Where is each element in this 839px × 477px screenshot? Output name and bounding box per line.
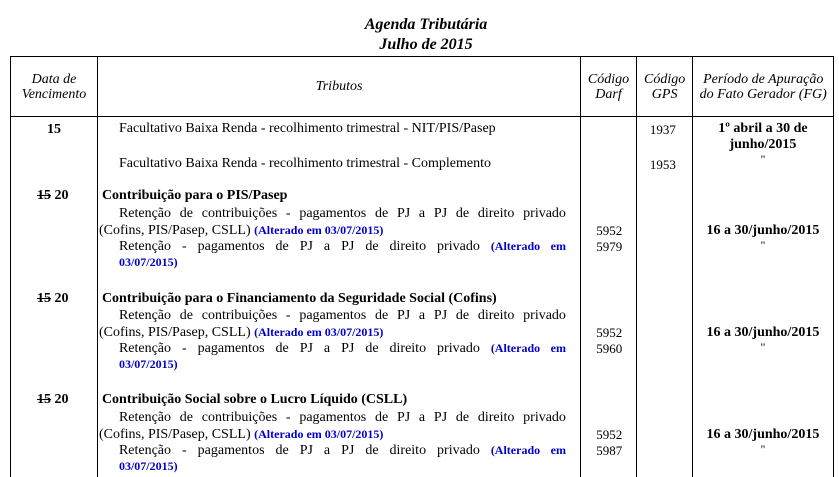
tributo-item-continuation xyxy=(99,324,384,341)
ditto-mark: " xyxy=(693,238,832,253)
change-note-continuation xyxy=(119,356,178,373)
tributo-item-text: (Cofins, PIS/Pasep, CSLL) xyxy=(99,427,251,442)
darf-code: 5987 xyxy=(596,443,622,459)
tributo-item: Facultativo Baixa Renda - recolhimento trimestral - Complemento xyxy=(119,156,491,172)
change-note: (Alterado em 03/07/2015) xyxy=(254,325,383,339)
new-date: 20 xyxy=(55,291,69,306)
tributo-item xyxy=(119,340,566,357)
due-date: 15 xyxy=(47,122,61,138)
new-date: 20 xyxy=(55,188,69,203)
tributo-item: Retenção de contribuições - pagamentos de PJ a PJ de direito privado xyxy=(119,206,566,222)
table-body-row xyxy=(11,117,834,477)
tributo-item-continuation xyxy=(99,426,384,443)
new-date: 20 xyxy=(55,392,69,407)
tributo-item-text: (Cofins, PIS/Pasep, CSLL) xyxy=(99,223,251,238)
header-date: Data de Vencimento xyxy=(11,57,98,117)
due-date-changed xyxy=(37,188,69,204)
change-note-continuation xyxy=(119,458,178,475)
due-date-changed xyxy=(37,392,69,408)
header-row xyxy=(11,57,834,117)
periodo-column xyxy=(693,117,834,477)
old-date: 15 xyxy=(37,188,51,203)
change-note: (Alterado em xyxy=(491,239,566,253)
header-gps: Código GPS xyxy=(636,57,693,117)
tributo-item: Facultativo Baixa Renda - recolhimento trimestral - NIT/PIS/Pasep xyxy=(119,121,496,137)
old-date: 15 xyxy=(37,291,51,306)
change-note: 03/07/2015) xyxy=(119,357,178,371)
tributo-item-continuation xyxy=(99,222,384,239)
change-note: 03/07/2015) xyxy=(119,459,178,473)
tributo-item-text: (Cofins, PIS/Pasep, CSLL) xyxy=(99,325,251,340)
tributo-item-text: Retenção - pagamentos de PJ a PJ de direito privado xyxy=(119,239,480,254)
gps-code: 1953 xyxy=(650,157,676,173)
change-note: (Alterado em xyxy=(491,341,566,355)
tributo-item: Retenção de contribuições - pagamentos de PJ a PJ de direito privado xyxy=(119,308,566,324)
header-tributos: Tributos xyxy=(97,57,580,117)
tributo-item xyxy=(119,238,566,255)
change-note: (Alterado em 03/07/2015) xyxy=(254,223,383,237)
ditto-mark: " xyxy=(693,340,832,355)
change-note: (Alterado em xyxy=(491,443,566,457)
tributo-heading: Contribuição para o Financiamento da Seguridade Social (Cofins) xyxy=(102,291,497,307)
page-subtitle: Julho de 2015 xyxy=(0,36,839,54)
tributo-item xyxy=(119,442,566,459)
tributo-item: Retenção de contribuições - pagamentos de PJ a PJ de direito privado xyxy=(119,410,566,426)
agenda-table xyxy=(10,56,834,477)
period-value: 16 a 30/junho/2015 xyxy=(693,223,832,239)
tributo-item-text: Retenção - pagamentos de PJ a PJ de direito privado xyxy=(119,443,480,458)
tributos-column xyxy=(97,117,580,477)
change-note: 03/07/2015) xyxy=(119,255,178,269)
tributo-item-text: Retenção - pagamentos de PJ a PJ de direito privado xyxy=(119,341,480,356)
change-note-continuation xyxy=(119,254,178,271)
period-value: 1º abril a 30 de junho/2015 xyxy=(693,121,832,153)
gps-code: 1937 xyxy=(650,122,676,138)
tributo-heading: Contribuição Social sobre o Lucro Líquido (CSLL) xyxy=(102,392,407,408)
darf-column xyxy=(581,117,637,477)
due-date-changed xyxy=(37,291,69,307)
darf-code: 5979 xyxy=(596,239,622,255)
darf-code: 5952 xyxy=(596,427,622,443)
ditto-mark: " xyxy=(693,442,832,457)
ditto-mark: " xyxy=(693,152,832,167)
darf-code: 5952 xyxy=(596,223,622,239)
period-value: 16 a 30/junho/2015 xyxy=(693,325,832,341)
darf-code: 5952 xyxy=(596,325,622,341)
page-title: Agenda Tributária xyxy=(0,16,839,34)
period-value: 16 a 30/junho/2015 xyxy=(693,427,832,443)
old-date: 15 xyxy=(37,392,51,407)
header-darf: Código Darf xyxy=(581,57,637,117)
gps-column xyxy=(636,117,693,477)
darf-code: 5960 xyxy=(596,341,622,357)
date-column xyxy=(11,117,98,477)
change-note: (Alterado em 03/07/2015) xyxy=(254,427,383,441)
tributo-heading: Contribuição para o PIS/Pasep xyxy=(102,188,288,204)
header-periodo: Período de Apuração do Fato Gerador (FG) xyxy=(693,57,834,117)
